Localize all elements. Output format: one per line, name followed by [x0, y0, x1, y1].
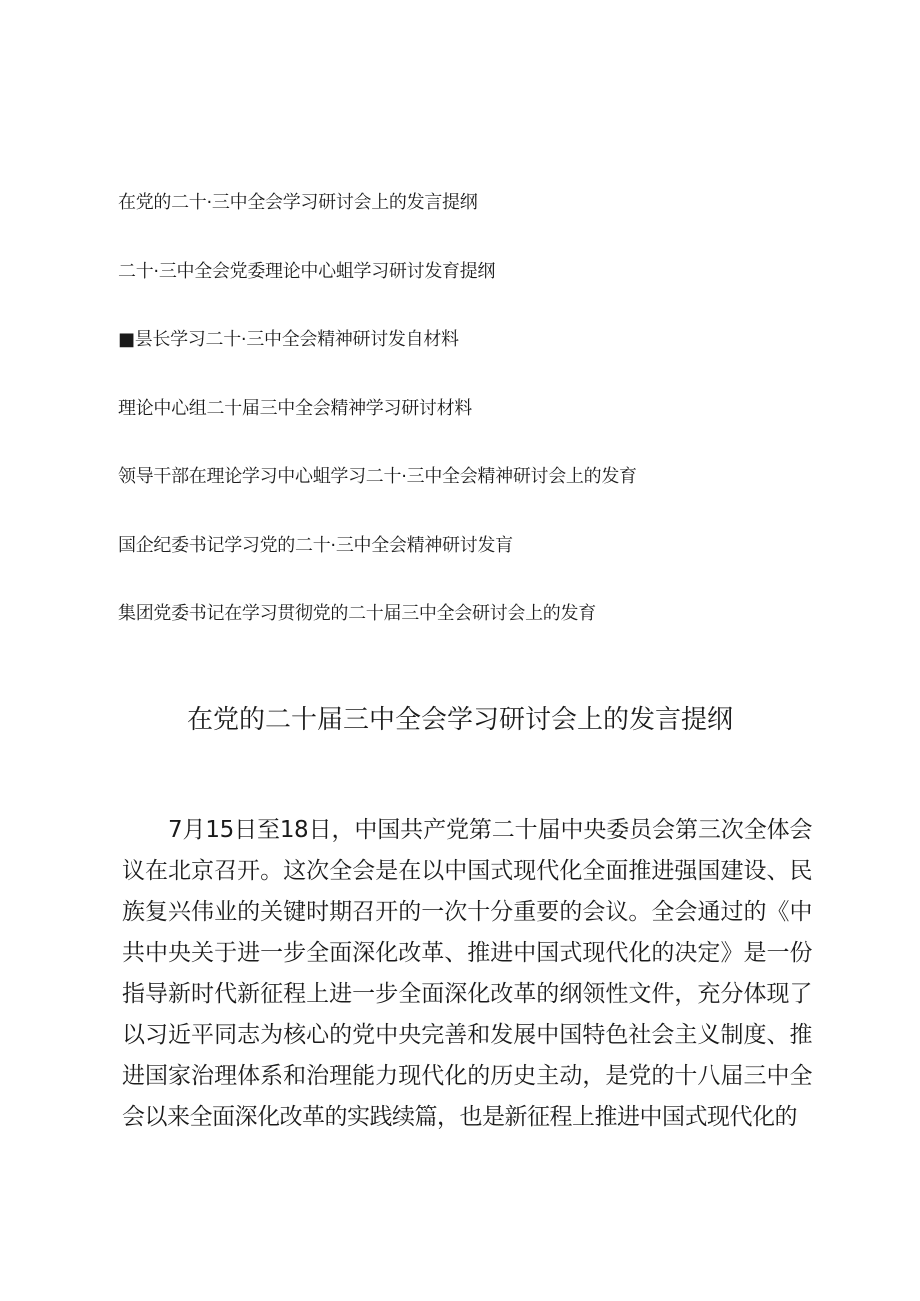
toc-item: 二十·三中全会党委理论中心蛆学习研讨发育提纲 [118, 260, 496, 282]
toc-item: 领导干部在理论学习中心蛆学习二十·三中全会精神研讨会上的发育 [118, 466, 637, 487]
toc-item: 在党的二十·三中全会学习研讨会上的发言提纲 [118, 192, 478, 213]
toc-item: 理论中心组二十届三中全会精神学习研讨材料 [118, 397, 472, 419]
table-of-contents [118, 190, 818, 670]
toc-item: 国企纪委书记学习党的二十·三中全会精神研讨发肓 [118, 534, 513, 556]
toc-item: ■昙长学习二十·三中全会精神研讨发自材料 [118, 329, 459, 350]
toc-item: 集团党委书记在学习贯彻党的二十届三中全会研讨会上的发育 [118, 603, 596, 624]
document-title: 在党的二十届三中全会学习研讨会上的发言提纲 [186, 705, 733, 735]
body-paragraph: 7月15日至18日，中国共产党第二十届中央委员会第三次全体会议在北京召开。这次全会是在以中国式现代化全面推进强国建设、民族复兴伟业的关键时期召开的一次十分重要的会议。全会通过的《中共中央关于进一步全面深化改革、推进中国式现代化的决定》是一份指导新时代新征程上进一步全面深化改革的纲领性文件，充分体现了以习近平同志为核心的党中央完善和发展中国特色社会主义制度、推进国家治理体系和治理能力现代化的历史主动，是党的十八届三中全会以来全面深化改革的实践续篇，也是新征程上推进中国式现代化的 [122, 817, 812, 1130]
